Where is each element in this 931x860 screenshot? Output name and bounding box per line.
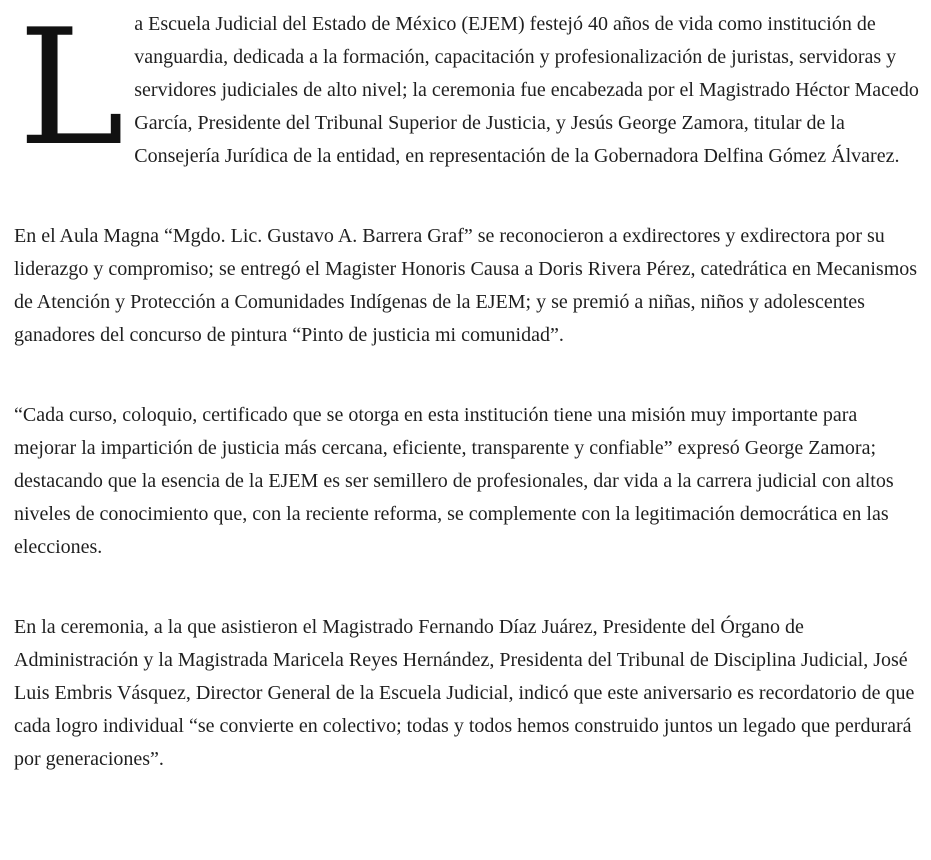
paragraph-4: En la ceremonia, a la que asistieron el Magistrado Fernando Díaz Juárez, Presidente del Órgano de Administración y la Magistrada Maricela Reyes Hernández, Presidenta del Tribunal de Disciplina Judicial, José Luis Embris Vásquez, Director General de la Escuela Judicial, indicó que este aniversario es recordatorio de que cada logro individual “se convierte en colectivo; todas y todos hemos construido juntos un legado que perdurará por generaciones”. bbox=[14, 616, 915, 770]
paragraph-1-text: a Escuela Judicial del Estado de México (EJEM) festejó 40 años de vida como institución de vanguardia, dedicada a la formación, capacitación y profesionalización de juristas, servidoras y servidores judiciales de alto nivel; la ceremonia fue encabezada por el Magistrado Héctor Macedo García, Presidente del Tribunal Superior de Justicia, y Jesús George Zamora, titular de la Consejería Jurídica de la entidad, en representación de la Gobernadora Delfina Gómez Álvarez. bbox=[134, 13, 919, 167]
paragraph-2: En el Aula Magna “Mgdo. Lic. Gustavo A. Barrera Graf” se reconocieron a exdirectores y exdirectora por su liderazgo y compromiso; se entregó el Magister Honoris Causa a Doris Rivera Pérez, catedrática en Mecanismos de Atención y Protección a Comunidades Indígenas de la EJEM; y se premió a niñas, niños y adolescentes ganadores del concurso de pintura “Pinto de justicia mi comunidad”. bbox=[14, 225, 918, 346]
article-body bbox=[14, 0, 919, 823]
paragraph-3: “Cada curso, coloquio, certificado que se otorga en esta institución tiene una misión muy importante para mejorar la impartición de justicia más cercana, eficiente, transparente y confiable” expresó George Zamora; destacando que la esencia de la EJEM es ser semillero de profesionales, dar vida a la carrera judicial con altos niveles de conocimiento que, con la reciente reforma, se complemente con la legitimación democrática en las elecciones. bbox=[14, 404, 894, 558]
drop-cap: L bbox=[18, 0, 125, 181]
paragraph-1 bbox=[14, 0, 919, 181]
